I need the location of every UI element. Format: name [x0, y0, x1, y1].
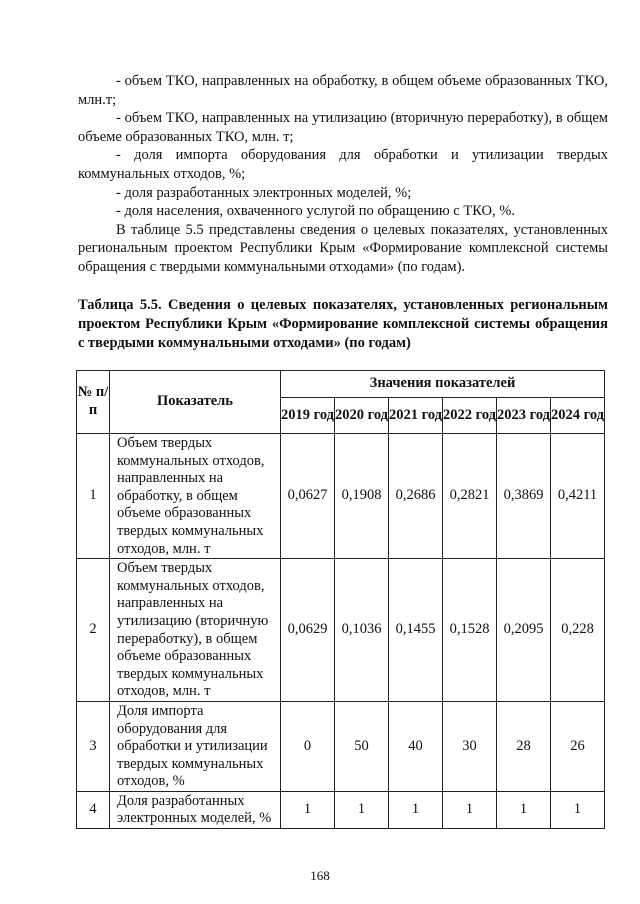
row-number: 4: [77, 791, 110, 828]
value-cell: 1: [443, 791, 497, 828]
page-number: 168: [310, 868, 330, 883]
values-group-header: Значения показателей: [281, 371, 605, 398]
value-cell: 26: [551, 701, 605, 791]
value-cell: 0,2686: [389, 434, 443, 559]
value-cell: 0,0627: [281, 434, 335, 559]
value-cell: 0,1528: [443, 559, 497, 702]
indicator-name: Объем твердых коммунальных отходов, направленных на обработку, в общем объеме образованных твердых коммунальных отходов, млн. т: [110, 434, 281, 559]
value-cell: 0,1455: [389, 559, 443, 702]
list-item: - доля разработанных электронных моделей, %;: [116, 184, 412, 201]
list-item: - объем ТКО, направленных на утилизацию (вторичную переработку), в общем объеме образованных ТКО, млн. т;: [78, 110, 608, 145]
indicator-name: Доля разработанных электронных моделей, %: [110, 791, 281, 828]
value-cell: 1: [389, 791, 443, 828]
list-item: - объем ТКО, направленных на обработку, в общем объеме образованных ТКО, млн.т;: [78, 73, 608, 108]
col-num-header: № п/п: [77, 371, 110, 434]
value-cell: 0,3869: [497, 434, 551, 559]
list-item: - доля импорта оборудования для обработки и утилизации твердых коммунальных отходов, %;: [78, 147, 608, 182]
indicator-name: Объем твердых коммунальных отходов, направленных на утилизацию (вторичную переработку), в общем объеме образованных твердых коммунальных отходов, млн. т: [110, 559, 281, 702]
value-cell: 0,1908: [335, 434, 389, 559]
table-row: [77, 791, 605, 828]
year-header: 2019 год: [281, 398, 335, 434]
year-header: 2021 год: [389, 398, 443, 434]
indicators-table: [76, 370, 605, 829]
value-cell: 28: [497, 701, 551, 791]
year-header: 2023 год: [497, 398, 551, 434]
table-reference-paragraph: В таблице 5.5 представлены сведения о целевых показателях, установленных региональным проектом Республики Крым «Формирование комплексной системы обращения с твердыми коммунальными отходами» (по годам).: [78, 221, 608, 275]
value-cell: 0: [281, 701, 335, 791]
value-cell: 0,228: [551, 559, 605, 702]
row-number: 2: [77, 559, 110, 702]
value-cell: 1: [335, 791, 389, 828]
value-cell: 1: [497, 791, 551, 828]
value-cell: 1: [551, 791, 605, 828]
table-row: [77, 434, 605, 559]
value-cell: 0,2821: [443, 434, 497, 559]
row-number: 3: [77, 701, 110, 791]
header-row: [77, 371, 605, 398]
indicator-name: Доля импорта оборудования для обработки и утилизации твердых коммунальных отходов, %: [110, 701, 281, 791]
value-cell: 30: [443, 701, 497, 791]
year-header: 2022 год: [443, 398, 497, 434]
col-indicator-header: Показатель: [110, 371, 281, 434]
table-row: [77, 559, 605, 702]
value-cell: 0,2095: [497, 559, 551, 702]
value-cell: 0,1036: [335, 559, 389, 702]
value-cell: 0,4211: [551, 434, 605, 559]
table-caption: Таблица 5.5. Сведения о целевых показателях, установленных региональным проектом Республики Крым «Формирование комплексной системы обращения с твердыми коммунальными отходами» (по годам): [78, 297, 608, 351]
year-header: 2020 год: [335, 398, 389, 434]
value-cell: 50: [335, 701, 389, 791]
row-number: 1: [77, 434, 110, 559]
year-header: 2024 год: [551, 398, 605, 434]
value-cell: 0,0629: [281, 559, 335, 702]
value-cell: 1: [281, 791, 335, 828]
value-cell: 40: [389, 701, 443, 791]
list-item: - доля населения, охваченного услугой по обращению с ТКО, %.: [116, 203, 515, 220]
intro-text: [78, 72, 608, 277]
table-row: [77, 701, 605, 791]
